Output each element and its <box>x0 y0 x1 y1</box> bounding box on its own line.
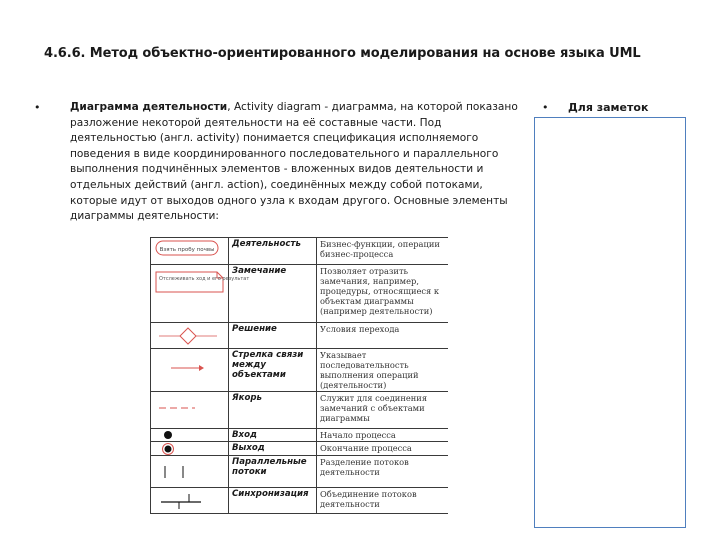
table-row <box>151 323 449 349</box>
notes-label: Для заметок <box>568 101 649 114</box>
activity-state-label: Взять пробу почвы <box>159 247 215 253</box>
element-name: Выход <box>229 442 317 456</box>
element-name: Замечание <box>229 265 317 323</box>
slide-title: 4.6.6. Метод объектно-ориентированного моделирования на основе языка UML <box>44 46 641 61</box>
element-desc: Разделение потоков деятельности <box>317 456 449 488</box>
table-row <box>151 442 449 456</box>
definition-text: , Activity diagram - диаграмма, на которой показано разложение некоторой деятельности на её составные части. Под деятельностью (англ. activity) понимается спецификация исполняемого поведения в виде координированного последовательного и параллельного выполнения подчинённых элементов - вложенных видов деятельности и отдельных действий (англ. action), соединённых между собой потоками, которые идут от выходов одного узла к входам другого. Основные элементы диаграммы деятельности: <box>70 101 518 223</box>
element-desc: Объединение потоков деятельности <box>317 488 449 514</box>
decision-diamond-icon <box>155 325 221 347</box>
activity-state-icon <box>155 240 221 258</box>
join-bar-icon <box>155 492 221 510</box>
element-name: Деятельность <box>229 238 317 265</box>
table-row <box>151 456 449 488</box>
activity-elements-table <box>150 237 448 514</box>
bullet-marker: • <box>34 101 41 114</box>
table-row <box>151 392 449 429</box>
table-row <box>151 238 449 265</box>
symbol-cell <box>151 442 229 456</box>
notes-bullet-marker: • <box>542 101 549 114</box>
note-icon <box>155 271 250 293</box>
element-desc: Позволяет отразить замечания, например, процедуры, относящиеся к объектам диаграммы (например деятельности) <box>317 265 449 323</box>
table-row <box>151 349 449 392</box>
element-desc: Служит для соединения замечаний с объектами диаграммы <box>317 392 449 429</box>
symbol-cell <box>151 456 229 488</box>
symbol-cell <box>151 238 229 265</box>
note-label: Отслеживать ход и его результат <box>159 276 250 282</box>
table-row <box>151 429 449 442</box>
element-desc: Условия перехода <box>317 323 449 349</box>
element-desc: Окончание процесса <box>317 442 449 456</box>
symbol-cell <box>151 488 229 514</box>
element-name: Вход <box>229 429 317 442</box>
symbol-cell <box>151 265 250 323</box>
element-name: Решение <box>229 323 317 349</box>
table-row <box>151 265 449 323</box>
start-node-icon <box>155 430 221 440</box>
symbol-cell <box>151 429 229 442</box>
element-name: Синхронизация <box>229 488 317 514</box>
anchor-dashed-icon <box>155 402 221 414</box>
end-node-icon <box>155 443 221 456</box>
body-paragraph <box>70 100 526 225</box>
element-desc: Бизнес-функции, операции бизнес-процесса <box>317 238 449 265</box>
element-desc: Указывает последовательность выполнения операций (деятельности) <box>317 349 449 392</box>
element-name: Якорь <box>229 392 317 429</box>
symbol-cell <box>151 392 229 429</box>
element-desc: Начало процесса <box>317 429 449 442</box>
symbol-cell <box>151 349 229 392</box>
element-name: Параллельные потоки <box>229 456 317 488</box>
term-activity-diagram: Диаграмма деятельности <box>70 101 228 113</box>
notes-box[interactable] <box>534 117 686 528</box>
fork-bars-icon <box>155 464 221 480</box>
element-name: Стрелка связи между объектами <box>229 349 317 392</box>
table-row <box>151 488 449 514</box>
arrow-connector-icon <box>155 361 221 375</box>
symbol-cell <box>151 323 229 349</box>
